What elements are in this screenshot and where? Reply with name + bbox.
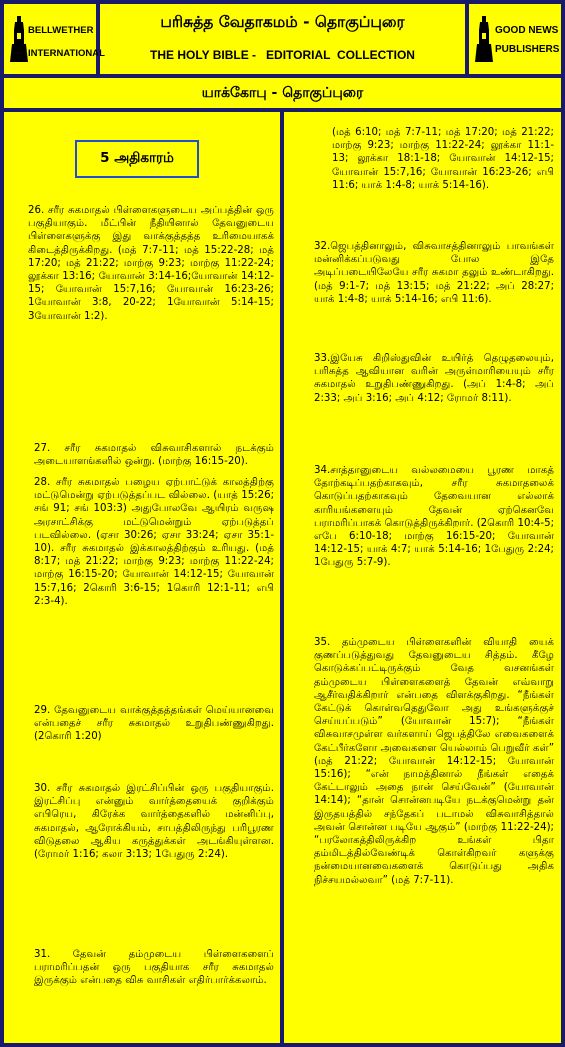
subheading-box [2, 76, 563, 110]
paragraph-29: 29. தேவனுடைய வாக்குத்தத்தங்கள் மெய்யானவை என்பதைச் சரீர சுகமாதல் உறுதிபண்ணுகிறது. (2கொரி 1:20) [34, 705, 274, 743]
paragraph-34: 34.சாத்தானுடைய வல்லமையை பூரண மாகத் தோற்கடிப்பதற்காகவும், சரீர சுகமாதலைக் கொடுப்பதற்காகவும் தேவையான எல்லாக் காரியங்களையும் தேவன் ஏற்கெனவே பராமரிப்பாகக் கொடுத்திருக்கிறார். (2கொரி 10:4-5; எபே 6:10-18; மாற்கு 16:15-20; யோவான் 14:12-15; யாக் 4:7; யாக் 5:14-16; 1பேதுரு 2:24; 1பேதுரு 5:7-9). [314, 465, 554, 569]
title-box [98, 2, 467, 76]
right-column [282, 110, 563, 1045]
subheading: யாக்கோபு - தொகுப்புரை [201, 85, 364, 101]
right-logo-line2: PUBLISHERS [495, 44, 560, 55]
paragraph-27: 27. சரீர சுகமாதல் விசுவாசிகளால் நடக்கும் அடையாளங்களில் ஒன்று. (மாற்கு 16:15-20). [34, 443, 274, 468]
good-news-logo [467, 2, 563, 76]
bellwether-logo [2, 2, 105, 76]
chapter-label: 5 அதிகாரம் [75, 140, 199, 178]
paragraph-35: 35. தம்முடைய பிள்ளைகளின் வியாதி யைக் குணப்படுத்துவது தேவனுடைய சித்தம். கீழே கொடுக்கப்பட்டிருக்கும் வேத வசனங்கள் தம்முடைய பிள்ளைகளைத் தேவன் எவ்வாறு ஆசீர்வதிக்கிறார் என்பதை விளக்குகிறது. “நீங்கள் கேட்டுக் கொள்வதெதுவோ அது உங்களுக்குச் செய்யப்படும்” (யோவான் 15:7); “நீங்கள் விசுவாசமுள்ள வர்களாய் ஜெபத்திலே எவைகளைக் கேட்பீர்களோ அவைகளை யெல்லாம் பெறுவீர் கள்” (மத் 21:22; யோவான் 14:12-15; யோவான் 15:16); “என் நாமத்தினால் நீங்கள் எதைக் கேட்டாலும் அதை நான் செய்வேன்” (யோவான் 14:14); “தான் சொன்னபடியே நடக்குமென்று தன் இருதயத்தில் சந்தேகப் படாமல் விசுவாசித்தால் அவன் சொன்ன படியே ஆகும்” (மாற்கு 11:22-24); “பரலோகத்திலிருக்கிற உங்கள் பிதா தம்மிடத்தில்வேண்டிக் கொள்கிறவர் களுக்கு நன்மையானவைகளைக் கொடுப்பது அதிக நிச்சயமல்லவா” (மத் 7:7-11). [314, 637, 554, 886]
tower-logo-icon [10, 16, 28, 62]
left-logo-line1: BELLWETHER [28, 25, 94, 36]
paragraph-28: 28. சரீர சுகமாதல் பழைய ஏற்பாட்டுக் காலத்திற்கு மட்டுமென்று ஏற்படுத்தப்பட வில்லை. (யாத் 15:26; சங் 91; சங் 103:3) அதுபோலவே ஆயிரம் வருஷ அரசாட்சிக்கு மட்டுமென்றும் ஏற்படுத்தப் படவில்லை. (ஏசா 30:26; ஏசா 33:24; ஏசா 35:1-10). சரீர சுகமாதல் இக்காலத்திற்கும் உரியது. (மத் 8:17; மத் 21:22; மாற்கு 9:23; மாற்கு 11:22-24; மாற்கு 16:15-20; யோவான் 14:12-15; யோவான் 15:7,16; 2கொரி 3:6-15; 1கொரி 12:1-11; எபி 2:3-4). [34, 477, 274, 607]
paragraph-26: 26. சரீர சுகமாதல் பிள்ளைகளுடைய அப்பத்தின் ஒரு பகுதியாகும். மீட்பின் நீதியினால் தேவனுடைய பிள்ளைகளுக்கு இது வாக்குத்தத்த உரிமையாகக் கிடைத்திருக்கிறது. (மத் 7:7-11; மத் 15:22-28; மத் 17:20; மத் 21:22; மாற்கு 9:23; மாற்கு 11:22-24; லூக்கா 13:16; யோவான் 3:14-16;யோவான் 14:12-15; யோவான் 15:7,16; யோவான் 16:23-26; 1யோவான் 3:8, 20-22; 1யோவான் 5:14-15; 3யோவான் 1:2). [28, 205, 274, 322]
tower-logo-icon [475, 16, 493, 62]
paragraph-30: 30. சரீர சுகமாதல் இரட்சிப்பின் ஒரு பகுதியாகும். இரட்சிப்பு என்னும் வார்த்தையைக் குறிக்கும் எபிரெய, கிரேக்க வார்த்தைகளில் மன்னிப்பு, சுகமாதல், ஆரோக்கியம், சாபத்திலிருந்து பரிபூரண விடுதலை ஆகிய கருத்துக்கள் அடங்கியுள்ளன. (ரோமர் 1:16; கலா 3:13; 1பேதுரு 2:24). [34, 783, 274, 861]
paragraph-31: 31. தேவன் தம்முடைய பிள்ளைகளைப் பராமரிப்பதன் ஒரு பகுதியாக சரீர சுகமாதல் இருக்கும் என்பதை விசு வாசிகள் எதிர்பார்க்கலாம். [34, 949, 274, 987]
left-logo-line2: INTERNATIONAL [28, 48, 105, 59]
title-tamil: பரிசுத்த வேதாகமம் - தொகுப்புரை [160, 13, 405, 31]
left-column [2, 110, 282, 1045]
title-english: THE HOLY BIBLE - EDITORIAL COLLECTION [150, 48, 415, 62]
paragraph-31-refs: (மத் 6:10; மத் 7:7-11; மத் 17:20; மத் 21:22; மாற்கு 9:23; மாற்கு 11:22-24; லூக்கா 11:1-13; லூக்கா 18:1-18; யோவான் 14:12-15; யோவான் 15:7,16; யோவான் 16:23-26; எபி 11:6; யாக் 1:4-8; யாக் 5:14-16). [332, 127, 554, 191]
paragraph-33: 33.இயேசு கிறிஸ்துவின் உயிர்த் தெழுதலையும், பரிசுத்த ஆவியான வரின் அருள்மாரியையும் சரீர சுகமாதல் உறுதிபண்ணுகிறது. (அப் 1:4-8; அப் 2:33; அப் 3:16; அப் 4:12; ரோமர் 8:11). [314, 353, 554, 404]
paragraph-32: 32.ஜெபத்தினாலும், விசுவாசத்தினாலும் பாவங்கள் மன்னிக்கப்படுவது போல இதே அடிப்படையிலேயே சரீர சுகமா தலும் உண்டாகிறது. (மத் 9:1-7; மத் 13:15; மத் 21:22; அப் 28:27; யாக் 1:4-8; யாக் 5:14-16; எபி 11:6). [314, 241, 554, 305]
right-logo-line1: GOOD NEWS [495, 25, 559, 36]
